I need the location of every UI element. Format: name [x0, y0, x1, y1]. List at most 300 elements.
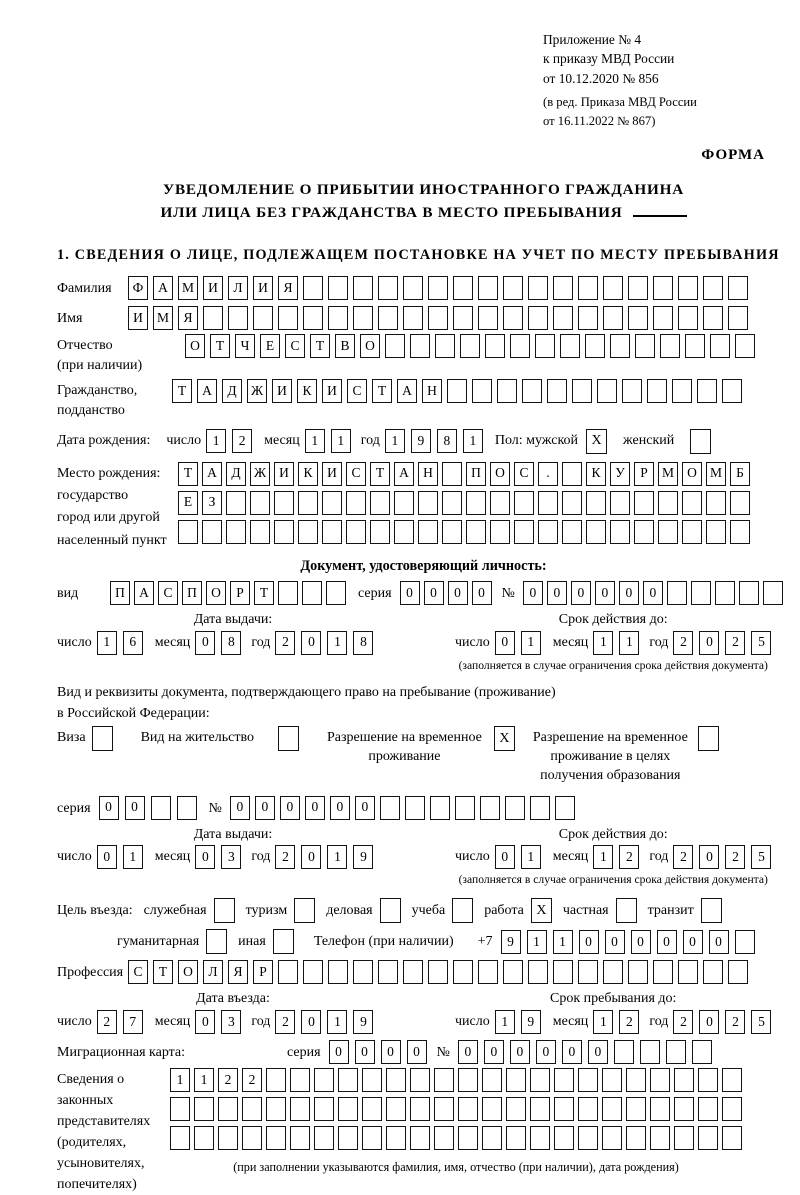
char-cell[interactable]: 0 [510, 1040, 530, 1064]
char-cell[interactable] [728, 276, 748, 300]
char-cell[interactable]: 0 [709, 930, 729, 954]
char-cell[interactable]: 2 [97, 1010, 117, 1034]
char-cell[interactable]: 2 [725, 631, 745, 655]
char-cell[interactable]: 2 [275, 631, 295, 655]
char-cell[interactable]: 5 [751, 1010, 771, 1034]
char-cell[interactable] [278, 581, 298, 605]
char-cell[interactable]: 3 [221, 845, 241, 869]
char-cell[interactable]: 1 [327, 1010, 347, 1034]
char-cell[interactable] [442, 520, 462, 544]
char-cell[interactable]: С [158, 581, 178, 605]
char-cell[interactable]: О [178, 960, 198, 984]
char-cell[interactable] [698, 1097, 718, 1121]
char-cell[interactable] [710, 334, 730, 358]
char-cell[interactable] [703, 960, 723, 984]
char-cell[interactable]: 0 [571, 581, 591, 605]
char-cell[interactable] [586, 491, 606, 515]
char-cell[interactable] [672, 379, 692, 403]
char-cell[interactable]: С [128, 960, 148, 984]
char-cell[interactable] [602, 1068, 622, 1092]
char-cell[interactable]: Р [634, 462, 654, 486]
char-cell[interactable] [353, 960, 373, 984]
char-cell[interactable] [428, 276, 448, 300]
char-cell[interactable]: 0 [588, 1040, 608, 1064]
char-cell[interactable] [278, 960, 298, 984]
char-cell[interactable]: С [347, 379, 367, 403]
char-cell[interactable]: 1 [495, 1010, 515, 1034]
char-cell[interactable]: 0 [523, 581, 543, 605]
char-cell[interactable]: А [197, 379, 217, 403]
char-cell[interactable] [170, 1126, 190, 1150]
char-cell[interactable] [428, 960, 448, 984]
char-cell[interactable]: С [346, 462, 366, 486]
char-cell[interactable] [178, 520, 198, 544]
char-cell[interactable] [522, 379, 542, 403]
char-cell[interactable]: З [202, 491, 222, 515]
char-cell[interactable]: 0 [536, 1040, 556, 1064]
char-cell[interactable] [370, 520, 390, 544]
char-cell[interactable] [303, 960, 323, 984]
char-cell[interactable] [434, 1097, 454, 1121]
char-cell[interactable] [328, 306, 348, 330]
char-cell[interactable] [418, 520, 438, 544]
char-cell[interactable]: О [360, 334, 380, 358]
char-cell[interactable]: 2 [619, 1010, 639, 1034]
char-cell[interactable] [698, 1126, 718, 1150]
char-cell[interactable] [706, 491, 726, 515]
char-cell[interactable] [658, 491, 678, 515]
char-cell[interactable]: 0 [472, 581, 492, 605]
residence-permit-checkbox[interactable] [278, 726, 299, 751]
char-cell[interactable] [530, 796, 550, 820]
char-cell[interactable]: 0 [195, 845, 215, 869]
char-cell[interactable] [603, 306, 623, 330]
char-cell[interactable]: 0 [230, 796, 250, 820]
char-cell[interactable] [706, 520, 726, 544]
char-cell[interactable] [674, 1097, 694, 1121]
char-cell[interactable] [626, 1097, 646, 1121]
char-cell[interactable]: П [110, 581, 130, 605]
char-cell[interactable] [506, 1126, 526, 1150]
char-cell[interactable]: 1 [521, 631, 541, 655]
char-cell[interactable]: 0 [495, 845, 515, 869]
char-cell[interactable] [614, 1040, 634, 1064]
char-cell[interactable] [628, 306, 648, 330]
char-cell[interactable]: Ч [235, 334, 255, 358]
char-cell[interactable] [514, 520, 534, 544]
char-cell[interactable] [703, 306, 723, 330]
char-cell[interactable] [535, 334, 555, 358]
char-cell[interactable] [554, 1068, 574, 1092]
char-cell[interactable]: . [538, 462, 558, 486]
char-cell[interactable]: Т [254, 581, 274, 605]
char-cell[interactable] [547, 379, 567, 403]
char-cell[interactable] [394, 491, 414, 515]
char-cell[interactable]: 0 [643, 581, 663, 605]
char-cell[interactable]: 0 [195, 631, 215, 655]
char-cell[interactable]: О [185, 334, 205, 358]
char-cell[interactable] [278, 306, 298, 330]
char-cell[interactable] [314, 1097, 334, 1121]
char-cell[interactable]: Н [418, 462, 438, 486]
char-cell[interactable] [562, 462, 582, 486]
char-cell[interactable]: О [206, 581, 226, 605]
char-cell[interactable] [538, 520, 558, 544]
char-cell[interactable] [386, 1097, 406, 1121]
char-cell[interactable] [562, 491, 582, 515]
char-cell[interactable] [728, 306, 748, 330]
char-cell[interactable] [322, 520, 342, 544]
char-cell[interactable] [490, 520, 510, 544]
char-cell[interactable]: Т [372, 379, 392, 403]
char-cell[interactable] [622, 379, 642, 403]
char-cell[interactable]: Я [278, 276, 298, 300]
char-cell[interactable] [650, 1097, 670, 1121]
char-cell[interactable]: Б [730, 462, 750, 486]
char-cell[interactable]: 2 [232, 429, 252, 453]
char-cell[interactable] [538, 491, 558, 515]
char-cell[interactable]: 0 [400, 581, 420, 605]
char-cell[interactable] [650, 1068, 670, 1092]
char-cell[interactable]: Я [228, 960, 248, 984]
char-cell[interactable]: И [253, 276, 273, 300]
char-cell[interactable]: 1 [527, 930, 547, 954]
char-cell[interactable] [298, 520, 318, 544]
sex-male-checkbox[interactable]: X [586, 429, 607, 454]
char-cell[interactable] [658, 520, 678, 544]
char-cell[interactable] [472, 379, 492, 403]
char-cell[interactable] [626, 1068, 646, 1092]
char-cell[interactable] [703, 276, 723, 300]
char-cell[interactable]: И [322, 462, 342, 486]
char-cell[interactable] [478, 960, 498, 984]
char-cell[interactable]: 1 [463, 429, 483, 453]
char-cell[interactable] [328, 960, 348, 984]
char-cell[interactable] [302, 581, 322, 605]
char-cell[interactable] [530, 1126, 550, 1150]
char-cell[interactable]: К [297, 379, 317, 403]
char-cell[interactable] [410, 1097, 430, 1121]
char-cell[interactable] [328, 276, 348, 300]
char-cell[interactable]: М [153, 306, 173, 330]
char-cell[interactable] [730, 491, 750, 515]
char-cell[interactable] [722, 379, 742, 403]
char-cell[interactable]: 1 [170, 1068, 190, 1092]
char-cell[interactable] [478, 276, 498, 300]
char-cell[interactable] [242, 1097, 262, 1121]
char-cell[interactable]: 0 [97, 845, 117, 869]
char-cell[interactable] [528, 276, 548, 300]
char-cell[interactable] [715, 581, 735, 605]
char-cell[interactable] [298, 491, 318, 515]
char-cell[interactable] [250, 520, 270, 544]
char-cell[interactable] [603, 276, 623, 300]
char-cell[interactable] [682, 491, 702, 515]
char-cell[interactable] [466, 520, 486, 544]
char-cell[interactable] [628, 276, 648, 300]
char-cell[interactable] [455, 796, 475, 820]
char-cell[interactable] [634, 520, 654, 544]
char-cell[interactable] [202, 520, 222, 544]
char-cell[interactable] [290, 1068, 310, 1092]
char-cell[interactable] [290, 1097, 310, 1121]
char-cell[interactable] [578, 1068, 598, 1092]
char-cell[interactable] [763, 581, 783, 605]
char-cell[interactable]: 1 [305, 429, 325, 453]
char-cell[interactable] [346, 491, 366, 515]
char-cell[interactable] [722, 1097, 742, 1121]
char-cell[interactable] [685, 334, 705, 358]
char-cell[interactable]: 1 [593, 1010, 613, 1034]
char-cell[interactable] [635, 334, 655, 358]
char-cell[interactable]: И [322, 379, 342, 403]
char-cell[interactable] [562, 520, 582, 544]
char-cell[interactable] [203, 306, 223, 330]
char-cell[interactable] [634, 491, 654, 515]
char-cell[interactable] [603, 960, 623, 984]
char-cell[interactable] [528, 960, 548, 984]
char-cell[interactable]: 0 [495, 631, 515, 655]
char-cell[interactable]: 2 [242, 1068, 262, 1092]
char-cell[interactable] [722, 1126, 742, 1150]
char-cell[interactable] [506, 1097, 526, 1121]
char-cell[interactable]: 1 [327, 631, 347, 655]
char-cell[interactable] [405, 796, 425, 820]
char-cell[interactable]: 0 [484, 1040, 504, 1064]
char-cell[interactable]: 0 [699, 631, 719, 655]
purpose-official-checkbox[interactable] [214, 898, 235, 923]
char-cell[interactable]: К [586, 462, 606, 486]
char-cell[interactable]: 2 [725, 1010, 745, 1034]
char-cell[interactable]: Т [310, 334, 330, 358]
char-cell[interactable]: 1 [619, 631, 639, 655]
visa-checkbox[interactable] [92, 726, 113, 751]
sex-female-checkbox[interactable] [690, 429, 711, 454]
char-cell[interactable] [698, 1068, 718, 1092]
char-cell[interactable]: Ф [128, 276, 148, 300]
char-cell[interactable]: А [202, 462, 222, 486]
char-cell[interactable] [447, 379, 467, 403]
char-cell[interactable] [602, 1097, 622, 1121]
char-cell[interactable] [194, 1097, 214, 1121]
char-cell[interactable] [410, 1126, 430, 1150]
char-cell[interactable]: 1 [97, 631, 117, 655]
char-cell[interactable] [353, 276, 373, 300]
char-cell[interactable]: Т [172, 379, 192, 403]
char-cell[interactable] [266, 1097, 286, 1121]
char-cell[interactable]: 0 [657, 930, 677, 954]
char-cell[interactable]: 0 [619, 581, 639, 605]
char-cell[interactable] [554, 1126, 574, 1150]
char-cell[interactable] [385, 334, 405, 358]
char-cell[interactable] [151, 796, 171, 820]
char-cell[interactable] [555, 796, 575, 820]
char-cell[interactable] [338, 1068, 358, 1092]
char-cell[interactable] [458, 1126, 478, 1150]
char-cell[interactable]: 2 [275, 845, 295, 869]
char-cell[interactable] [290, 1126, 310, 1150]
char-cell[interactable]: Т [370, 462, 390, 486]
char-cell[interactable]: Л [203, 960, 223, 984]
char-cell[interactable]: И [128, 306, 148, 330]
char-cell[interactable]: А [153, 276, 173, 300]
char-cell[interactable] [530, 1097, 550, 1121]
char-cell[interactable]: 0 [458, 1040, 478, 1064]
char-cell[interactable]: 8 [221, 631, 241, 655]
char-cell[interactable]: 1 [194, 1068, 214, 1092]
char-cell[interactable]: 1 [331, 429, 351, 453]
char-cell[interactable] [378, 276, 398, 300]
char-cell[interactable] [453, 960, 473, 984]
char-cell[interactable] [653, 960, 673, 984]
char-cell[interactable]: М [706, 462, 726, 486]
temp-residence-edu-checkbox[interactable] [698, 726, 719, 751]
char-cell[interactable] [466, 491, 486, 515]
char-cell[interactable]: 2 [673, 1010, 693, 1034]
char-cell[interactable] [485, 334, 505, 358]
char-cell[interactable]: Р [230, 581, 250, 605]
char-cell[interactable]: 0 [301, 845, 321, 869]
char-cell[interactable] [322, 491, 342, 515]
char-cell[interactable] [628, 960, 648, 984]
char-cell[interactable]: 0 [330, 796, 350, 820]
char-cell[interactable]: 0 [305, 796, 325, 820]
char-cell[interactable] [362, 1068, 382, 1092]
char-cell[interactable] [177, 796, 197, 820]
char-cell[interactable] [653, 276, 673, 300]
char-cell[interactable] [514, 491, 534, 515]
char-cell[interactable] [735, 930, 755, 954]
char-cell[interactable] [735, 334, 755, 358]
char-cell[interactable] [353, 306, 373, 330]
char-cell[interactable]: 1 [123, 845, 143, 869]
char-cell[interactable] [434, 1126, 454, 1150]
char-cell[interactable] [578, 1097, 598, 1121]
char-cell[interactable] [578, 1126, 598, 1150]
char-cell[interactable]: Д [226, 462, 246, 486]
char-cell[interactable]: 0 [381, 1040, 401, 1064]
char-cell[interactable] [647, 379, 667, 403]
char-cell[interactable] [250, 491, 270, 515]
char-cell[interactable] [378, 306, 398, 330]
char-cell[interactable] [453, 276, 473, 300]
char-cell[interactable] [303, 306, 323, 330]
char-cell[interactable]: 0 [424, 581, 444, 605]
char-cell[interactable]: 0 [280, 796, 300, 820]
char-cell[interactable] [314, 1068, 334, 1092]
char-cell[interactable]: 7 [123, 1010, 143, 1034]
char-cell[interactable]: А [397, 379, 417, 403]
char-cell[interactable]: 9 [501, 930, 521, 954]
char-cell[interactable]: 0 [329, 1040, 349, 1064]
char-cell[interactable] [303, 276, 323, 300]
char-cell[interactable]: 1 [521, 845, 541, 869]
char-cell[interactable] [506, 1068, 526, 1092]
char-cell[interactable] [578, 276, 598, 300]
char-cell[interactable] [530, 1068, 550, 1092]
char-cell[interactable]: 1 [553, 930, 573, 954]
char-cell[interactable]: Я [178, 306, 198, 330]
char-cell[interactable]: 0 [699, 1010, 719, 1034]
char-cell[interactable] [610, 334, 630, 358]
char-cell[interactable] [490, 491, 510, 515]
char-cell[interactable]: 0 [699, 845, 719, 869]
char-cell[interactable] [346, 520, 366, 544]
char-cell[interactable]: М [658, 462, 678, 486]
char-cell[interactable] [218, 1097, 238, 1121]
char-cell[interactable]: 0 [355, 1040, 375, 1064]
char-cell[interactable] [505, 796, 525, 820]
char-cell[interactable]: У [610, 462, 630, 486]
char-cell[interactable]: А [394, 462, 414, 486]
char-cell[interactable]: Ж [247, 379, 267, 403]
char-cell[interactable] [338, 1126, 358, 1150]
char-cell[interactable] [386, 1068, 406, 1092]
purpose-study-checkbox[interactable] [452, 898, 473, 923]
char-cell[interactable] [678, 306, 698, 330]
char-cell[interactable] [274, 491, 294, 515]
char-cell[interactable]: 2 [673, 845, 693, 869]
char-cell[interactable]: 0 [125, 796, 145, 820]
char-cell[interactable]: 0 [448, 581, 468, 605]
char-cell[interactable] [503, 960, 523, 984]
char-cell[interactable] [482, 1126, 502, 1150]
char-cell[interactable]: К [298, 462, 318, 486]
char-cell[interactable] [560, 334, 580, 358]
char-cell[interactable] [394, 520, 414, 544]
char-cell[interactable]: Е [260, 334, 280, 358]
char-cell[interactable] [666, 1040, 686, 1064]
char-cell[interactable]: О [490, 462, 510, 486]
char-cell[interactable]: 0 [255, 796, 275, 820]
char-cell[interactable]: 0 [407, 1040, 427, 1064]
char-cell[interactable]: 5 [751, 845, 771, 869]
char-cell[interactable] [578, 306, 598, 330]
char-cell[interactable] [553, 960, 573, 984]
char-cell[interactable]: Т [153, 960, 173, 984]
char-cell[interactable]: П [182, 581, 202, 605]
char-cell[interactable]: 1 [593, 845, 613, 869]
char-cell[interactable]: 1 [206, 429, 226, 453]
char-cell[interactable]: Т [210, 334, 230, 358]
char-cell[interactable] [194, 1126, 214, 1150]
char-cell[interactable] [403, 276, 423, 300]
char-cell[interactable]: Л [228, 276, 248, 300]
temp-residence-checkbox[interactable]: X [494, 726, 515, 751]
char-cell[interactable] [739, 581, 759, 605]
char-cell[interactable] [503, 306, 523, 330]
char-cell[interactable] [242, 1126, 262, 1150]
char-cell[interactable] [380, 796, 400, 820]
char-cell[interactable] [692, 1040, 712, 1064]
char-cell[interactable] [378, 960, 398, 984]
char-cell[interactable] [458, 1097, 478, 1121]
char-cell[interactable]: 0 [355, 796, 375, 820]
char-cell[interactable]: 2 [725, 845, 745, 869]
char-cell[interactable] [482, 1097, 502, 1121]
char-cell[interactable] [510, 334, 530, 358]
char-cell[interactable] [482, 1068, 502, 1092]
char-cell[interactable]: 0 [301, 1010, 321, 1034]
char-cell[interactable] [314, 1126, 334, 1150]
purpose-work-checkbox[interactable]: X [531, 898, 552, 923]
char-cell[interactable] [266, 1068, 286, 1092]
char-cell[interactable] [528, 306, 548, 330]
char-cell[interactable] [410, 334, 430, 358]
char-cell[interactable] [578, 960, 598, 984]
char-cell[interactable] [410, 1068, 430, 1092]
char-cell[interactable]: 1 [593, 631, 613, 655]
